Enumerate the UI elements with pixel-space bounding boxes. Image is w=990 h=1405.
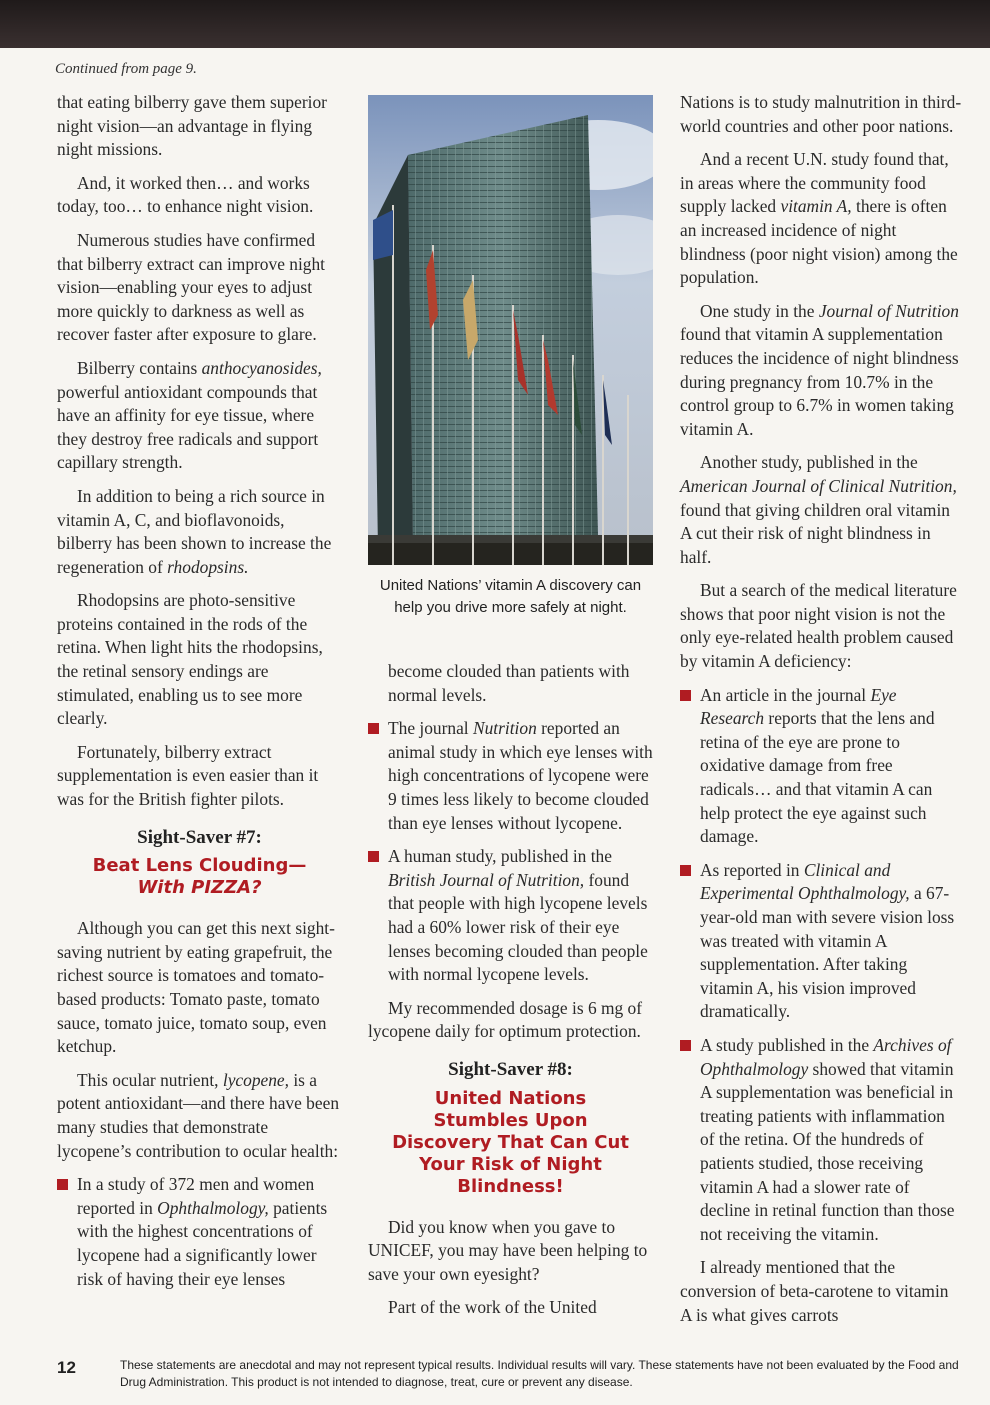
paragraph: Bilberry contains anthocyanosides, powerful antioxidant compounds that have an affinity for eye tissue, where they destroy free radicals and support capillary strength. <box>57 357 322 473</box>
paragraph: And, it worked then… and works today, too… to enhance night vision. <box>57 172 314 217</box>
paragraph: But a search of the medical literature shows that poor night vision is not the only eye-related health problem caused by vitamin A deficiency: <box>680 580 957 672</box>
paragraph: Part of the work of the United <box>388 1297 597 1318</box>
paragraph: One study in the Journal of Nutrition found that vitamin A supplementation reduces the incidence of night blindness during pregnancy from 10.7% in the control group to 6.7% in women taking vitamin A. <box>680 300 959 439</box>
column-2 <box>368 660 653 1330</box>
paragraph: that eating bilberry gave them superior night vision—an advantage in flying night missions. <box>57 92 327 160</box>
bullet-item: In a study of 372 men and women reported in Ophthalmology, patients with the highest concentrations of lycopene had a significantly lower risk of having their eye lenses <box>57 1173 342 1291</box>
paragraph: Numerous studies have confirmed that bilberry extract can improve night vision—enabling your eyes to adjust more quickly to darkness as well as recover faster after exposure to glare. <box>57 229 326 345</box>
red-square-bullet-icon <box>680 865 691 876</box>
photo-caption: United Nations’ vitamin A discovery can help you drive more safely at night. <box>379 577 642 616</box>
red-square-bullet-icon <box>680 690 691 701</box>
paragraph: This ocular nutrient, lycopene, is a potent antioxidant—and there have been many studies that demonstrate lycopene’s contribution to ocular health: <box>57 1069 340 1161</box>
sight-saver-7-title: Beat Lens Clouding— With PIZZA? <box>92 855 307 899</box>
united-nations-building-photo <box>368 95 653 565</box>
bullet-item: An article in the journal Eye Research reports that the lens and retina of the eye are prone to oxidative damage from free radicals… and that vitamin A can help protect the eye against such damage. <box>680 684 962 849</box>
paragraph: I already mentioned that the conversion of beta-carotene to vitamin A is what gives carrots <box>680 1257 949 1325</box>
red-square-bullet-icon <box>680 1040 691 1051</box>
paragraph: Although you can get this next sight-saving nutrient by eating grapefruit, the richest source is tomatoes and tomato-based products: Tomato paste, tomato sauce, tomato juice, tomato soup, even ketchup. <box>57 918 335 1057</box>
page-number: 12 <box>57 1358 76 1377</box>
red-square-bullet-icon <box>368 723 379 734</box>
column-3 <box>680 91 962 1337</box>
bullet-item: A human study, published in the British Journal of Nutrition, found that people with high lycopene levels had a 60% lower risk of their eye lenses becoming clouded than people with normal lycopene levels. <box>368 845 653 987</box>
paragraph: Did you know when you gave to UNICEF, you may have been helping to save your own eyesight? <box>368 1216 648 1284</box>
sight-saver-8-number: Sight-Saver #8: <box>448 1058 573 1080</box>
bullet-item: A study published in the Archives of Ophthalmology showed that vitamin A supplementation was beneficial in treating patients with inflammation of the retina. Of the hundreds of patients studied, those receiving vitamin A had a slower rate of decline in retinal function than those not receiving the vitamin. <box>680 1034 962 1246</box>
column-1 <box>57 91 342 1301</box>
red-square-bullet-icon <box>368 851 379 862</box>
disclaimer: These statements are anecdotal and may not represent typical results. Individual results will vary. These statements have not been evaluated by the Food and Drug Administration. This product is not intended to diagnose, treat, cure or prevent any disease. <box>120 1358 959 1389</box>
paragraph: Nations is to study malnutrition in third-world countries and other poor nations. <box>680 92 962 136</box>
sight-saver-8-title: United Nations Stumbles Upon Discovery That Can Cut Your Risk of Night Blindness! <box>392 1087 629 1197</box>
paragraph: My recommended dosage is 6 mg of lycopene daily for optimum protection. <box>368 997 643 1042</box>
paragraph: In addition to being a rich source in vitamin A, C, and bioflavonoids, bilberry has been shown to increase the regeneration of rhodopsins. <box>57 485 332 577</box>
paragraph: Rhodopsins are photo-sensitive proteins contained in the rods of the retina. When light hits the rhodopsins, the retinal sensory endings are stimulated, enabling us to see more clearly. <box>57 590 323 729</box>
paragraph: Another study, published in the American Journal of Clinical Nutrition, found that giving children oral vitamin A cut their risk of night blindness in half. <box>680 452 957 567</box>
bullet-item: As reported in Clinical and Experimental Ophthalmology, a 67-year-old man with severe vision loss was treated with vitamin A supplementation. After taking vitamin A, his vision improved dramatically. <box>680 859 962 1024</box>
red-square-bullet-icon <box>57 1179 68 1190</box>
sight-saver-7-number: Sight-Saver #7: <box>137 826 262 848</box>
paragraph: Fortunately, bilberry extract supplementation is even easier than it was for the British fighter pilots. <box>57 741 319 810</box>
bullet-item: The journal Nutrition reported an animal study in which eye lenses with high concentrations of lycopene were 9 times less likely to become clouded than eye lenses without lycopene. <box>368 717 653 835</box>
paragraph: And a recent U.N. study found that, in areas where the community food supply lacked vitamin A, there is often an increased incidence of night blindness (poor night vision) among the population. <box>680 149 958 288</box>
paragraph: become clouded than patients with normal levels. <box>388 661 630 705</box>
continued-note: Continued from page 9. <box>55 61 197 77</box>
top-bar <box>0 0 990 48</box>
